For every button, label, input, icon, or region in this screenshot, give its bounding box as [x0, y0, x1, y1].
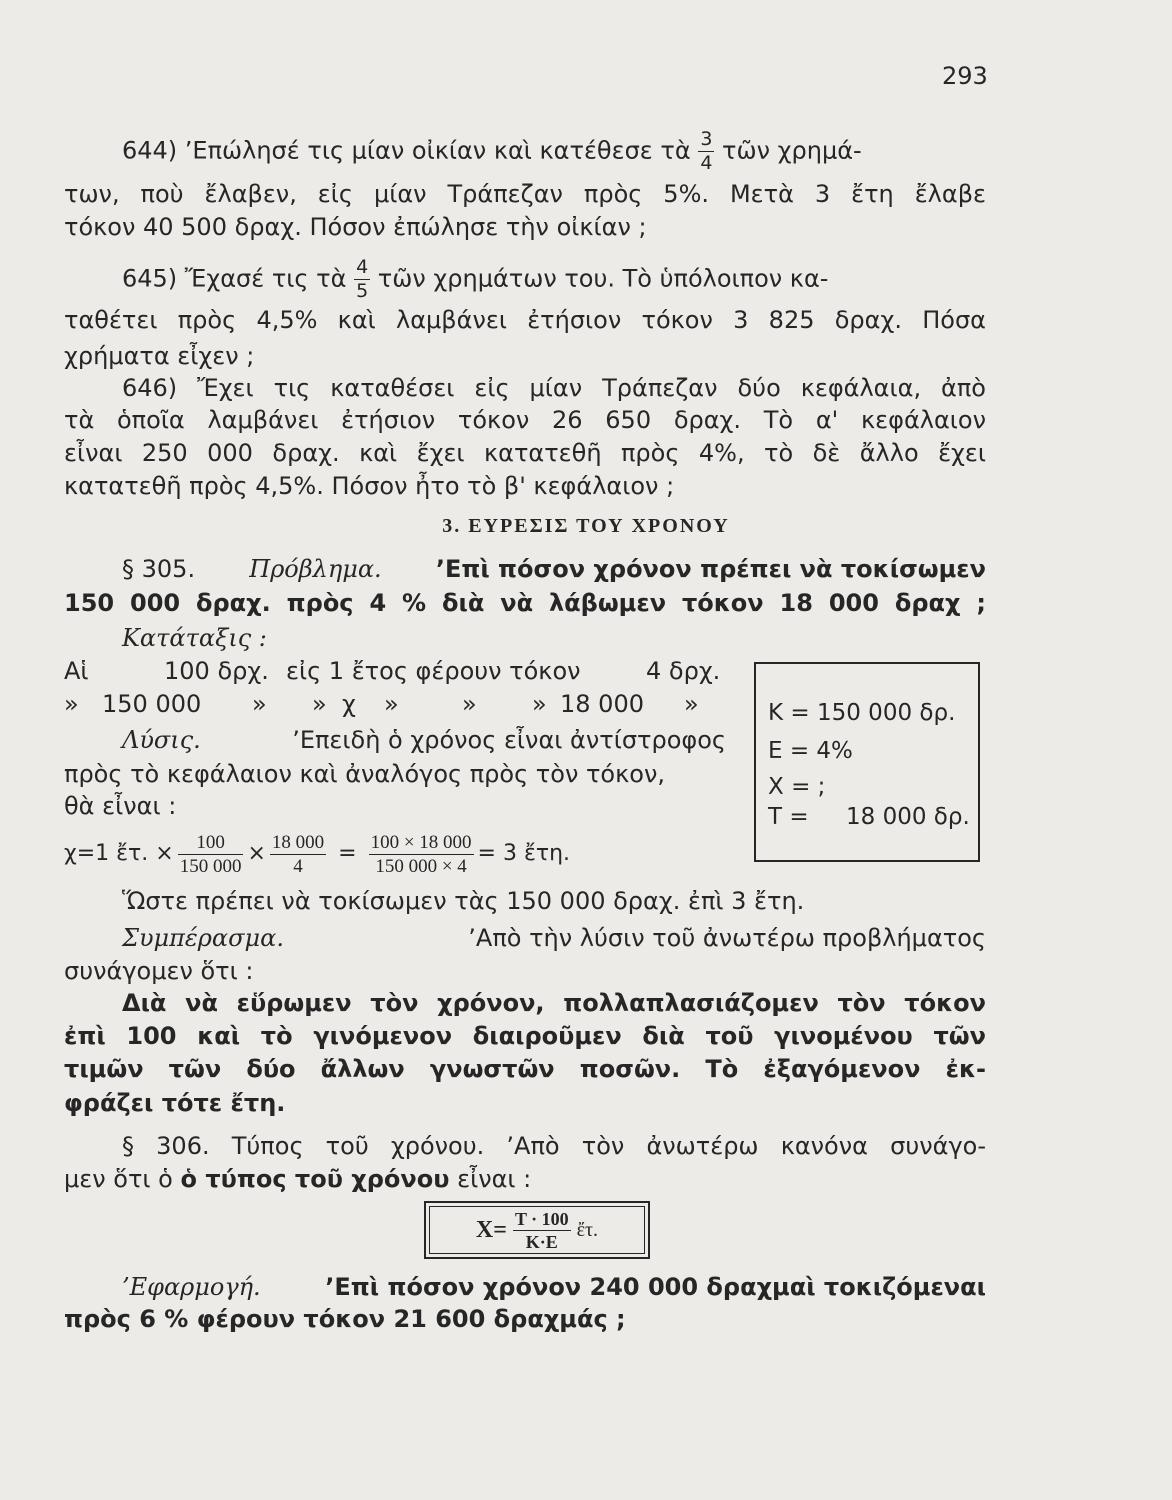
setup-label: Κατάταξις :	[122, 624, 267, 652]
section-305-line-1	[122, 553, 986, 585]
fraction-denominator: 150 000	[179, 855, 242, 877]
time-formula-box	[424, 1201, 650, 1259]
time-formula	[429, 1206, 645, 1254]
solution-line-3: θὰ εἶναι :	[64, 792, 177, 820]
formula-lhs: Χ=	[475, 1216, 507, 1243]
fraction-numerator: 4	[356, 256, 369, 278]
inference-label: Συμπέρασμα.	[122, 924, 284, 952]
section-heading: 3. ΕΥΡΕΣΙΣ ΤΟΥ ΧΡΟΝΟΥ	[442, 515, 730, 537]
solution-label: Λύσις.	[122, 726, 201, 754]
section-306-bold: ὁ τύπος τοῦ χρόνου	[180, 1165, 450, 1193]
application-label: ’Εφαρμογή.	[122, 1273, 261, 1301]
rule-line-2: ἐπὶ 100 καὶ τὸ γινόμενον διαιροῦμεν διὰ τοῦ γινομένου τῶν	[64, 1022, 986, 1050]
problem-645-line-2: ταθέτει πρὸς 4,5% καὶ λαμβάνει ἐτήσιον τόκον 3 825 δραχ. Πόσα	[64, 306, 986, 334]
fraction-three-quarters	[698, 130, 714, 173]
rule-line-1: Διὰ νὰ εὕρωμεν τὸν χρόνον, πολλαπλασιάζομεν τὸν τόκον	[122, 989, 986, 1017]
rule-line-4: φράζει τότε ἔτη.	[64, 1089, 286, 1117]
problem-646-line-2: τὰ ὁποῖα λαμβάνει ἐτήσιον τόκον 26 650 δραχ. Τὸ α' κεφάλαιον	[64, 406, 986, 434]
section-306-line-2	[64, 1163, 531, 1195]
setup-cell: »	[252, 690, 267, 718]
setup-cell: »	[462, 690, 477, 718]
setup-cell: 150 000	[102, 690, 202, 718]
fraction-denominator: 4	[293, 855, 303, 877]
fraction-numerator: 3	[700, 128, 713, 150]
solution-line-2: πρὸς τὸ κεφάλαιον καὶ ἀναλόγος πρὸς τὸν τόκον,	[64, 760, 665, 788]
fraction-four-fifths	[354, 258, 370, 301]
page-number: 293	[942, 62, 988, 90]
setup-cell: »	[312, 690, 327, 718]
fraction-denominator: 5	[356, 280, 369, 302]
setup-cell: »	[384, 690, 399, 718]
setup-row-2	[64, 688, 754, 720]
solution-text: ’Επειδὴ ὁ χρόνος εἶναι ἀντίστροφος	[292, 726, 726, 754]
inference-line-2: συνάγομεν ὅτι :	[64, 957, 254, 985]
problem-646-line-1: 646) Ἔχει τις καταθέσει εἰς μίαν Τράπεζαν δύο κεφάλαια, ἀπὸ	[122, 374, 986, 402]
section-sign-305: § 305.	[122, 555, 196, 583]
problem-645-text-end: τῶν χρημάτων του. Τὸ ὑπόλοιπον κα-	[377, 264, 829, 293]
problem-644-text-end: τῶν χρημά-	[722, 136, 862, 165]
rule-line-3: τιμῶν τῶν δύο ἄλλων γνωστῶν ποσῶν. Τὸ ἐξαγόμενον ἐκ-	[64, 1055, 986, 1083]
inference-text: ’Απὸ τὴν λύσιν τοῦ ἀνωτέρω προβλήματος	[468, 924, 986, 952]
problem-644-line-1	[122, 130, 862, 173]
fraction-denominator: 150 000 × 4	[375, 855, 467, 877]
equation-times: ×	[247, 841, 266, 866]
formula-fraction	[513, 1210, 571, 1251]
given-interest-value: 18 000 δρ.	[846, 804, 970, 830]
fraction-numerator: 18 000	[271, 831, 325, 853]
setup-cell: »	[684, 690, 699, 718]
setup-row-1	[64, 655, 754, 687]
setup-cell: 18 000	[560, 690, 644, 718]
fraction-denominator: Κ·Ε	[525, 1231, 558, 1252]
setup-cell: εἰς 1 ἔτος φέρουν τόκον	[286, 657, 581, 685]
section-305-line-2: 150 000 δραχ. πρὸς 4 % διὰ νὰ λάβωμεν τόκον 18 000 δραχ ;	[64, 589, 986, 617]
setup-cell: 100 δρχ.	[164, 657, 269, 685]
givens-box	[754, 662, 980, 862]
problem-645-line-3: χρήματα εἶχεν ;	[64, 342, 255, 370]
problem-646-line-4: κατατεθῆ πρὸς 4,5%. Πόσον ἦτο τὸ β' κεφάλαιον ;	[64, 472, 675, 500]
equation-result: = 3 ἔτη.	[477, 841, 571, 866]
equation-equals: =	[338, 841, 357, 866]
problem-644-text: 644) ’Επώλησέ τις μίαν οἰκίαν καὶ κατέθεσε τὰ	[122, 136, 691, 165]
application-line-1	[122, 1271, 986, 1303]
formula-unit: ἔτ.	[576, 1218, 599, 1241]
equation-fraction-1	[178, 833, 244, 876]
problem-644-line-3: τόκον 40 500 δραχ. Πόσον ἐπώλησε τὴν οἰκίαν ;	[64, 213, 647, 241]
setup-cell: 4 δρχ.	[646, 657, 721, 685]
equation-fraction-2	[270, 833, 326, 876]
section-306-line-1: § 306. Τύπος τοῦ χρόνου. ’Απὸ τὸν ἀνωτέρω κανόνα συνάγο-	[122, 1132, 986, 1160]
fraction-denominator: 4	[700, 152, 713, 174]
solution-line-1	[122, 724, 726, 756]
given-rate: Ε = 4%	[768, 738, 853, 764]
problem-644-line-2: των, ποὺ ἔλαβεν, εἰς μίαν Τράπεζαν πρὸς 5%. Μετὰ 3 ἔτη ἔλαβε	[64, 180, 986, 208]
application-line-2: πρὸς 6 % φέρουν τόκον 21 600 δραχμάς ;	[64, 1305, 626, 1333]
problem-645-line-1	[122, 258, 828, 301]
application-question: ’Επὶ πόσον χρόνον 240 000 δραχμαὶ τοκιζόμεναι	[325, 1273, 986, 1301]
setup-cell: χ	[342, 690, 356, 718]
problem-label: Πρόβλημα.	[249, 555, 382, 583]
given-interest-label: Τ =	[768, 804, 809, 830]
equation-lhs: χ=1 ἔτ. ×	[64, 841, 174, 866]
problem-645-text: 645) Ἔχασέ τις τὰ	[122, 264, 347, 293]
section-306-text-end: εἶναι :	[457, 1165, 532, 1193]
problem-question: ’Επὶ πόσον χρόνον πρέπει νὰ τοκίσωμεν	[435, 555, 986, 583]
fraction-numerator: 100	[178, 833, 244, 855]
given-time: Χ = ;	[768, 774, 826, 800]
solution-conclusion: Ὥστε πρέπει νὰ τοκίσωμεν τὰς 150 000 δραχ. ἐπὶ 3 ἔτη.	[122, 887, 805, 915]
problem-646-line-3: εἶναι 250 000 δραχ. καὶ ἔχει κατατεθῆ πρὸς 4%, τὸ δὲ ἄλλο ἔχει	[64, 439, 986, 467]
given-interest	[768, 802, 978, 832]
fraction-numerator: Τ · 100	[514, 1208, 569, 1229]
fraction-numerator: 100 × 18 000	[370, 831, 472, 853]
setup-cell: »	[532, 690, 547, 718]
given-capital: Κ = 150 000 δρ.	[768, 700, 956, 726]
section-306-text: μεν ὅτι ὁ	[64, 1165, 173, 1193]
equation-fraction-3	[369, 833, 474, 876]
setup-cell: Αἱ	[64, 657, 89, 685]
setup-cell: »	[64, 690, 79, 718]
solution-equation	[64, 826, 570, 882]
inference-line-1	[122, 922, 986, 954]
